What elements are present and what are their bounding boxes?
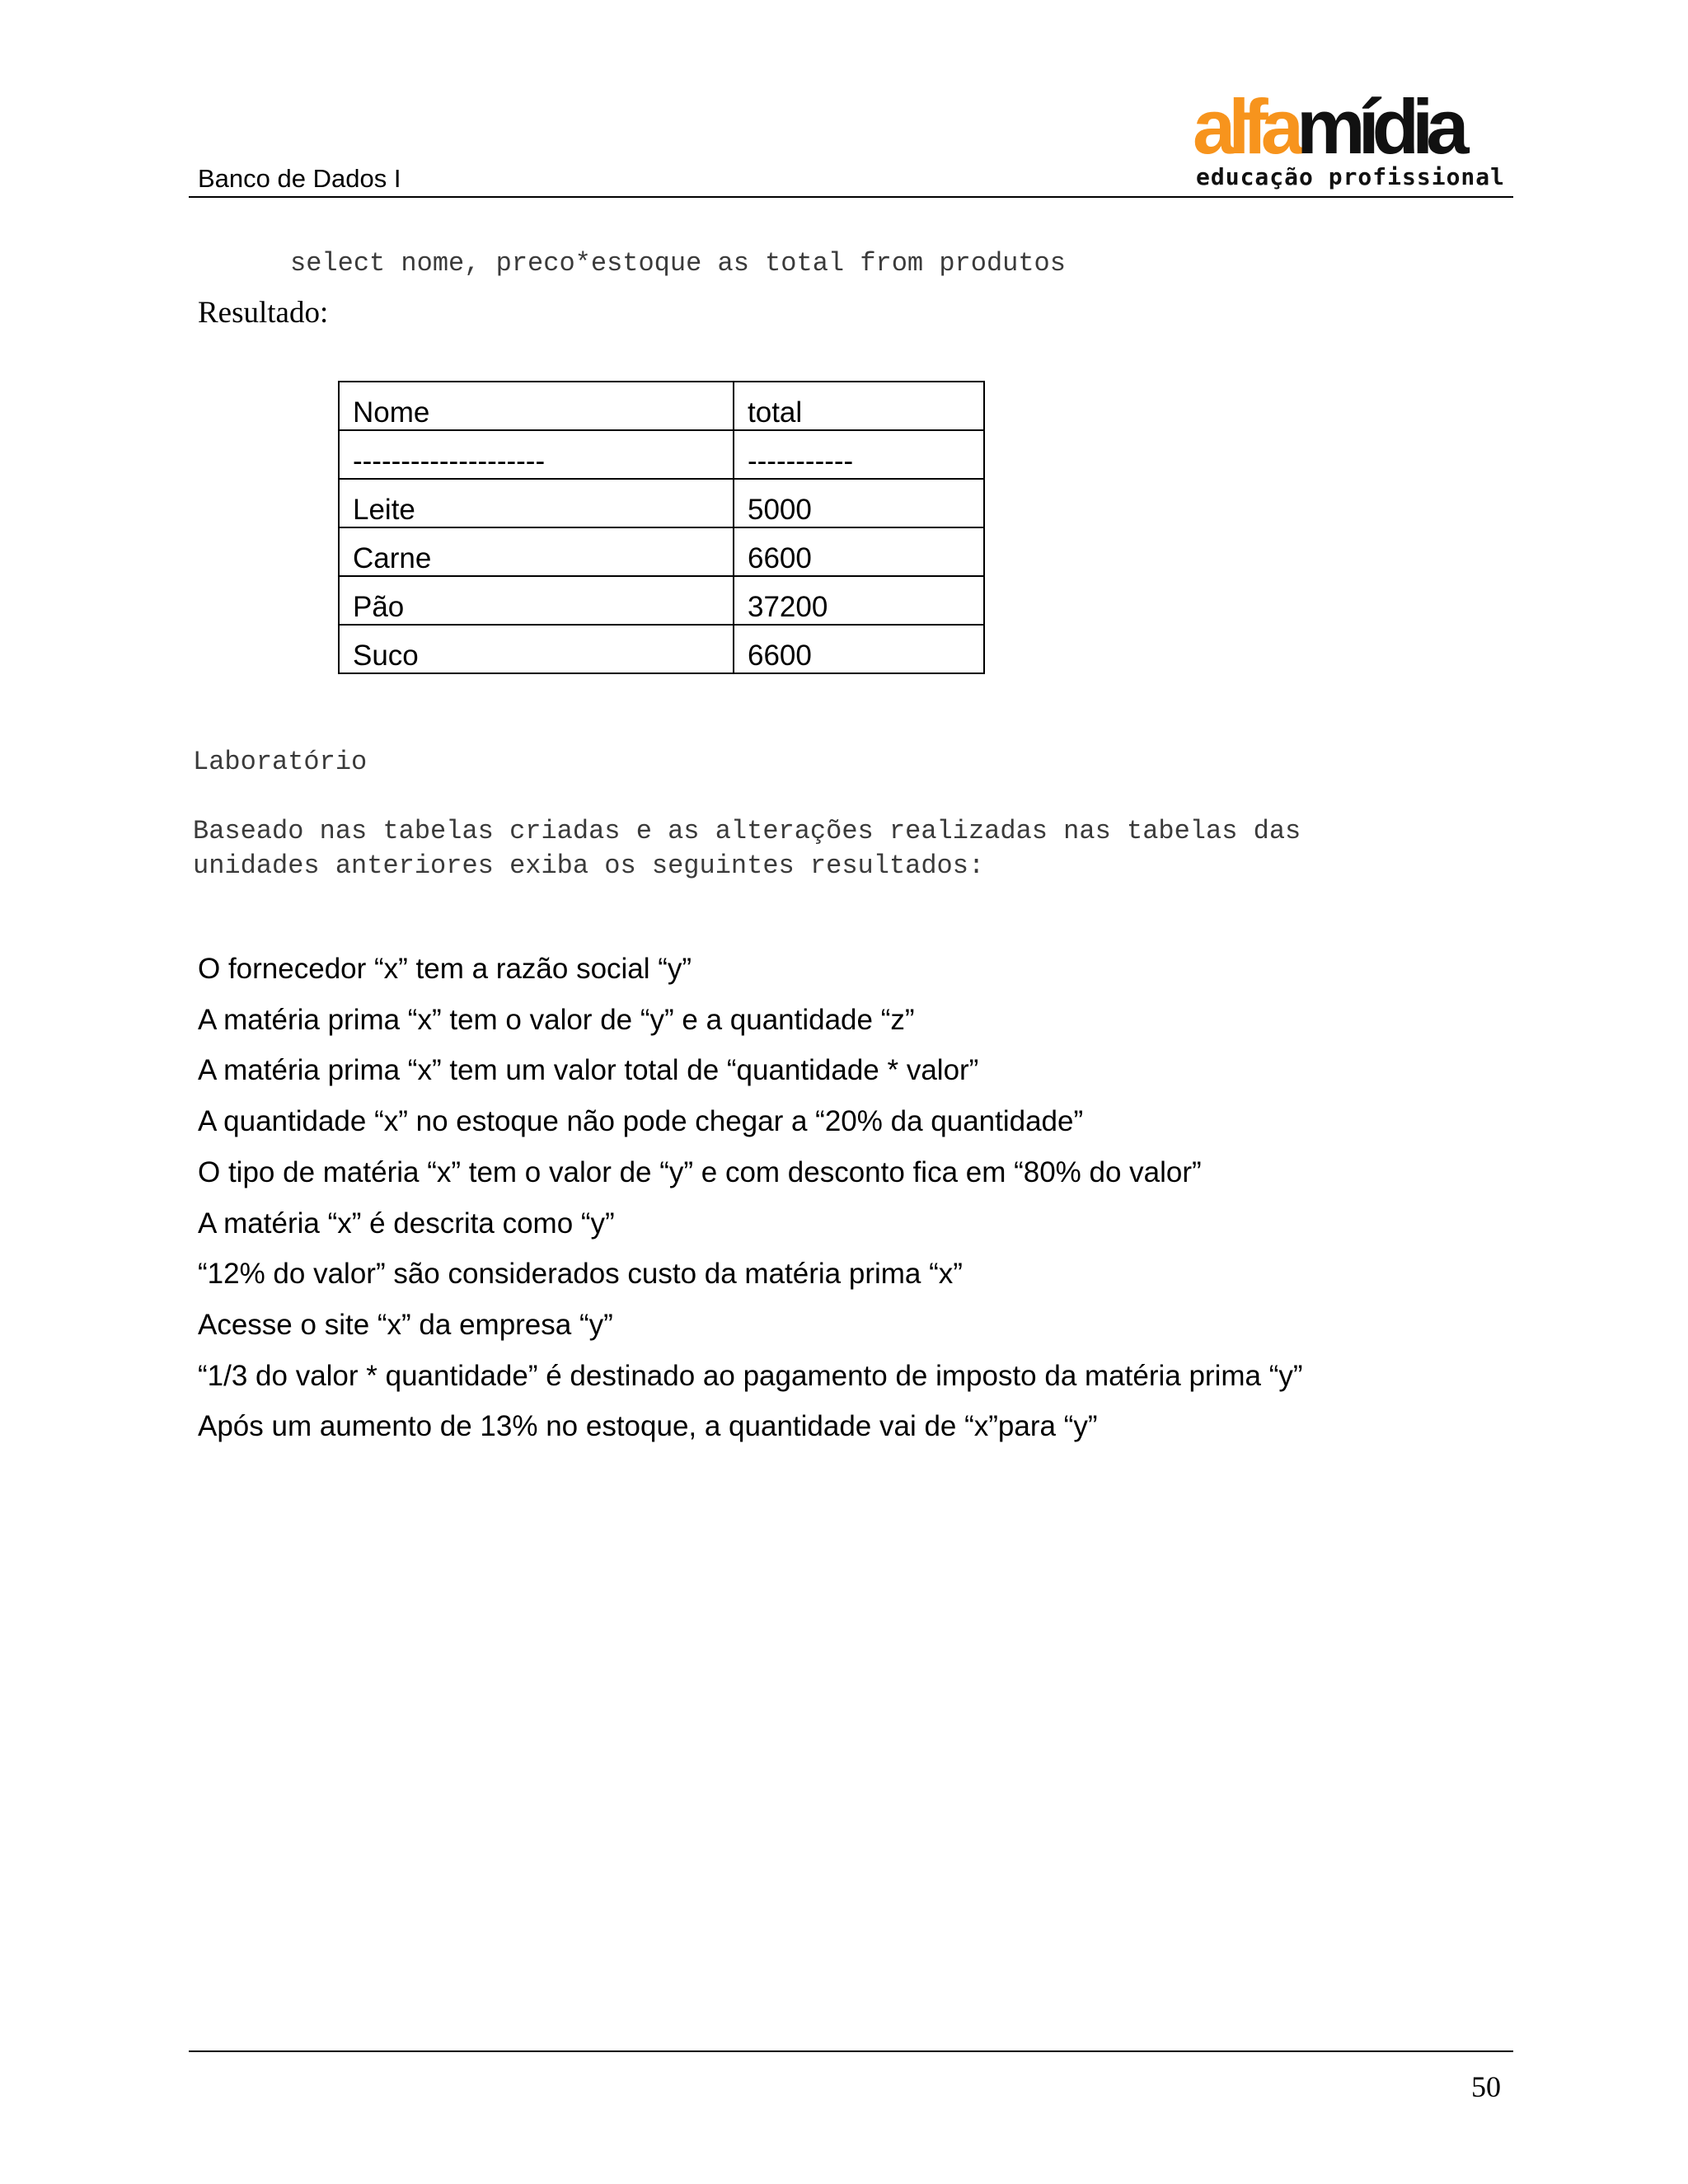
list-item: Após um aumento de 13% no estoque, a quantidade vai de “x”para “y” xyxy=(198,1410,1098,1443)
table-cell-nome: Pão xyxy=(339,576,734,625)
list-item: A matéria prima “x” tem o valor de “y” e a quantidade “z” xyxy=(198,1003,915,1036)
list-item: O fornecedor “x” tem a razão social “y” xyxy=(198,953,692,985)
page-header-title: Banco de Dados I xyxy=(198,164,401,193)
sql-query: select nome, preco*estoque as total from produtos xyxy=(290,248,1066,279)
list-item: A matéria “x” é descrita como “y” xyxy=(198,1207,615,1240)
column-header-nome: Nome xyxy=(339,382,734,430)
list-item: O tipo de matéria “x” tem o valor de “y” e com desconto fica em “80% do valor” xyxy=(198,1155,1202,1188)
result-label: Resultado: xyxy=(198,296,329,330)
footer-divider xyxy=(189,2050,1513,2052)
list-item: “1/3 do valor * quantidade” é destinado ao pagamento de imposto da matéria prima “y” xyxy=(198,1359,1303,1392)
table-row xyxy=(339,527,984,576)
table-cell-nome: Carne xyxy=(339,527,734,576)
table-row xyxy=(339,625,984,673)
lab-intro-line: unidades anteriores exiba os seguintes resultados: xyxy=(193,851,985,881)
logo-tagline: educação profissional xyxy=(1196,163,1506,190)
list-item: Acesse o site “x” da empresa “y” xyxy=(198,1308,613,1341)
table-cell-total: 37200 xyxy=(734,576,984,625)
table-cell-total: 5000 xyxy=(734,479,984,527)
list-item: “12% do valor” são considerados custo da matéria prima “x” xyxy=(198,1258,963,1291)
alfamidia-logo xyxy=(1193,83,1514,194)
result-table xyxy=(338,381,985,674)
logo-wordmark-alfa: alfa xyxy=(1193,83,1296,170)
list-item: A quantidade “x” no estoque não pode chegar a “20% da quantidade” xyxy=(198,1105,1084,1138)
list-item: A matéria prima “x” tem um valor total de “quantidade * valor” xyxy=(198,1054,979,1087)
table-row xyxy=(339,479,984,527)
logo-wordmark xyxy=(1193,83,1462,170)
table-cell-total: 6600 xyxy=(734,625,984,673)
table-row xyxy=(339,576,984,625)
page-number: 50 xyxy=(1471,2070,1501,2103)
column-header-total: total xyxy=(734,382,984,430)
lab-intro xyxy=(193,814,1512,883)
table-separator-row xyxy=(339,430,984,479)
lab-exercise-list xyxy=(198,944,1303,1452)
lab-title: Laboratório xyxy=(193,747,368,777)
table-header-row xyxy=(339,382,984,430)
table-cell-nome: Leite xyxy=(339,479,734,527)
separator-cell: -------------------- xyxy=(339,430,734,479)
table-cell-total: 6600 xyxy=(734,527,984,576)
header-divider xyxy=(189,196,1513,198)
separator-cell: ----------- xyxy=(734,430,984,479)
logo-wordmark-midia: mídia xyxy=(1296,83,1462,170)
table-cell-nome: Suco xyxy=(339,625,734,673)
lab-intro-line: Baseado nas tabelas criadas e as alterações realizadas nas tabelas das xyxy=(193,816,1301,846)
